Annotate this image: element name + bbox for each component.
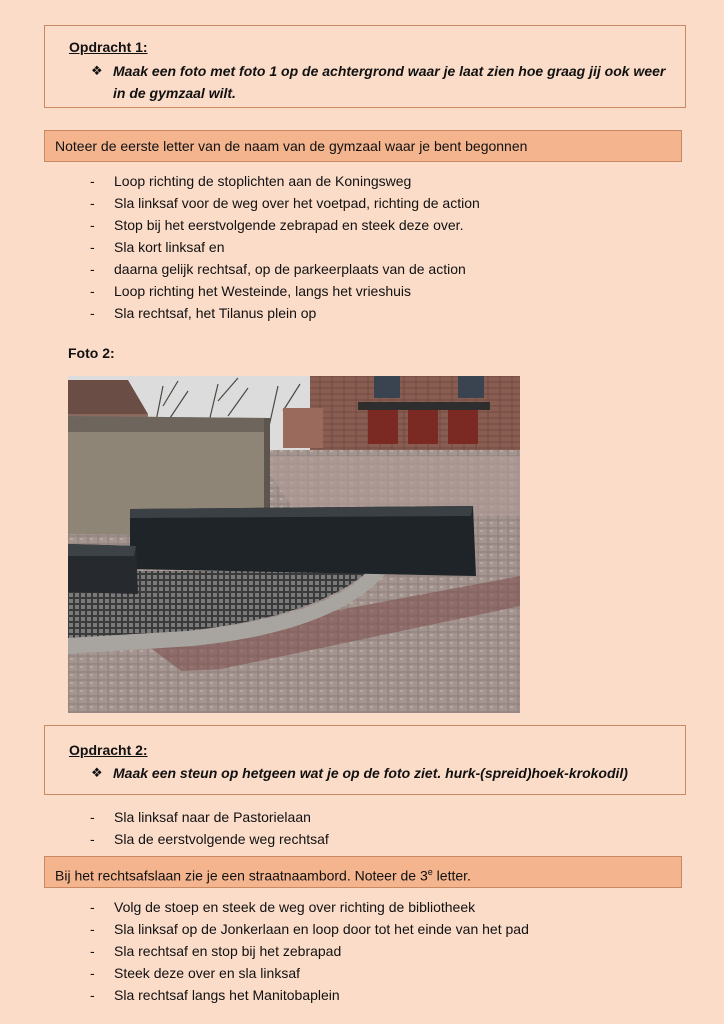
list-item: - Sla linksaf op de Jonkerlaan en loop door tot het einde van het pad bbox=[90, 918, 529, 940]
note-2-text: Bij het rechtsafslaan zie je een straatnaambord. Noteer de 3 bbox=[55, 867, 428, 884]
photo-2 bbox=[68, 376, 520, 713]
list-item: - Sla linksaf naar de Pastorielaan bbox=[90, 806, 329, 828]
directions-list-3 bbox=[90, 896, 529, 1006]
list-item: - Sla rechtsaf langs het Manitobaplein bbox=[90, 984, 529, 1006]
assignment-1-bullet bbox=[91, 60, 677, 104]
assignment-1-box bbox=[44, 25, 686, 108]
directions-list-2 bbox=[90, 806, 329, 850]
diamond-bullet-icon: ❖ bbox=[91, 765, 103, 780]
list-item: - Stop bij het eerstvolgende zebrapad en steek deze over. bbox=[90, 214, 480, 236]
list-item: - Sla linksaf voor de weg over het voetpad, richting de action bbox=[90, 192, 480, 214]
list-item: - Sla de eerstvolgende weg rechtsaf bbox=[90, 828, 329, 850]
list-item: - Sla kort linksaf en bbox=[90, 236, 480, 258]
assignment-2-text: Maak een steun op hetgeen wat je op de foto ziet. hurk-(spreid)hoek-krokodil) bbox=[113, 765, 628, 781]
list-item: - daarna gelijk rechtsaf, op de parkeerplaats van de action bbox=[90, 258, 480, 280]
directions-list-1 bbox=[90, 170, 480, 324]
list-item: - Loop richting het Westeinde, langs het vrieshuis bbox=[90, 280, 480, 302]
assignment-2-bullet bbox=[91, 762, 677, 784]
assignment-2-title: Opdracht 2: bbox=[69, 742, 148, 758]
note-2-text-end: letter. bbox=[432, 867, 471, 884]
note-2-superscript: e bbox=[427, 867, 433, 877]
list-item: - Loop richting de stoplichten aan de Koningsweg bbox=[90, 170, 480, 192]
note-2-banner bbox=[44, 856, 682, 888]
assignment-1-title: Opdracht 1: bbox=[69, 39, 148, 55]
assignment-1-text: Maak een foto met foto 1 op de achtergrond waar je laat zien hoe graag jij ook weer in de gymzaal wilt. bbox=[113, 63, 666, 101]
photo-label: Foto 2: bbox=[68, 345, 115, 361]
list-item: - Sla rechtsaf, het Tilanus plein op bbox=[90, 302, 480, 324]
diamond-bullet-icon: ❖ bbox=[91, 63, 103, 78]
list-item: - Volg de stoep en steek de weg over richting de bibliotheek bbox=[90, 896, 529, 918]
list-item: - Steek deze over en sla linksaf bbox=[90, 962, 529, 984]
note-1-banner: Noteer de eerste letter van de naam van de gymzaal waar je bent begonnen bbox=[44, 130, 682, 162]
assignment-2-box bbox=[44, 725, 686, 795]
list-item: - Sla rechtsaf en stop bij het zebrapad bbox=[90, 940, 529, 962]
